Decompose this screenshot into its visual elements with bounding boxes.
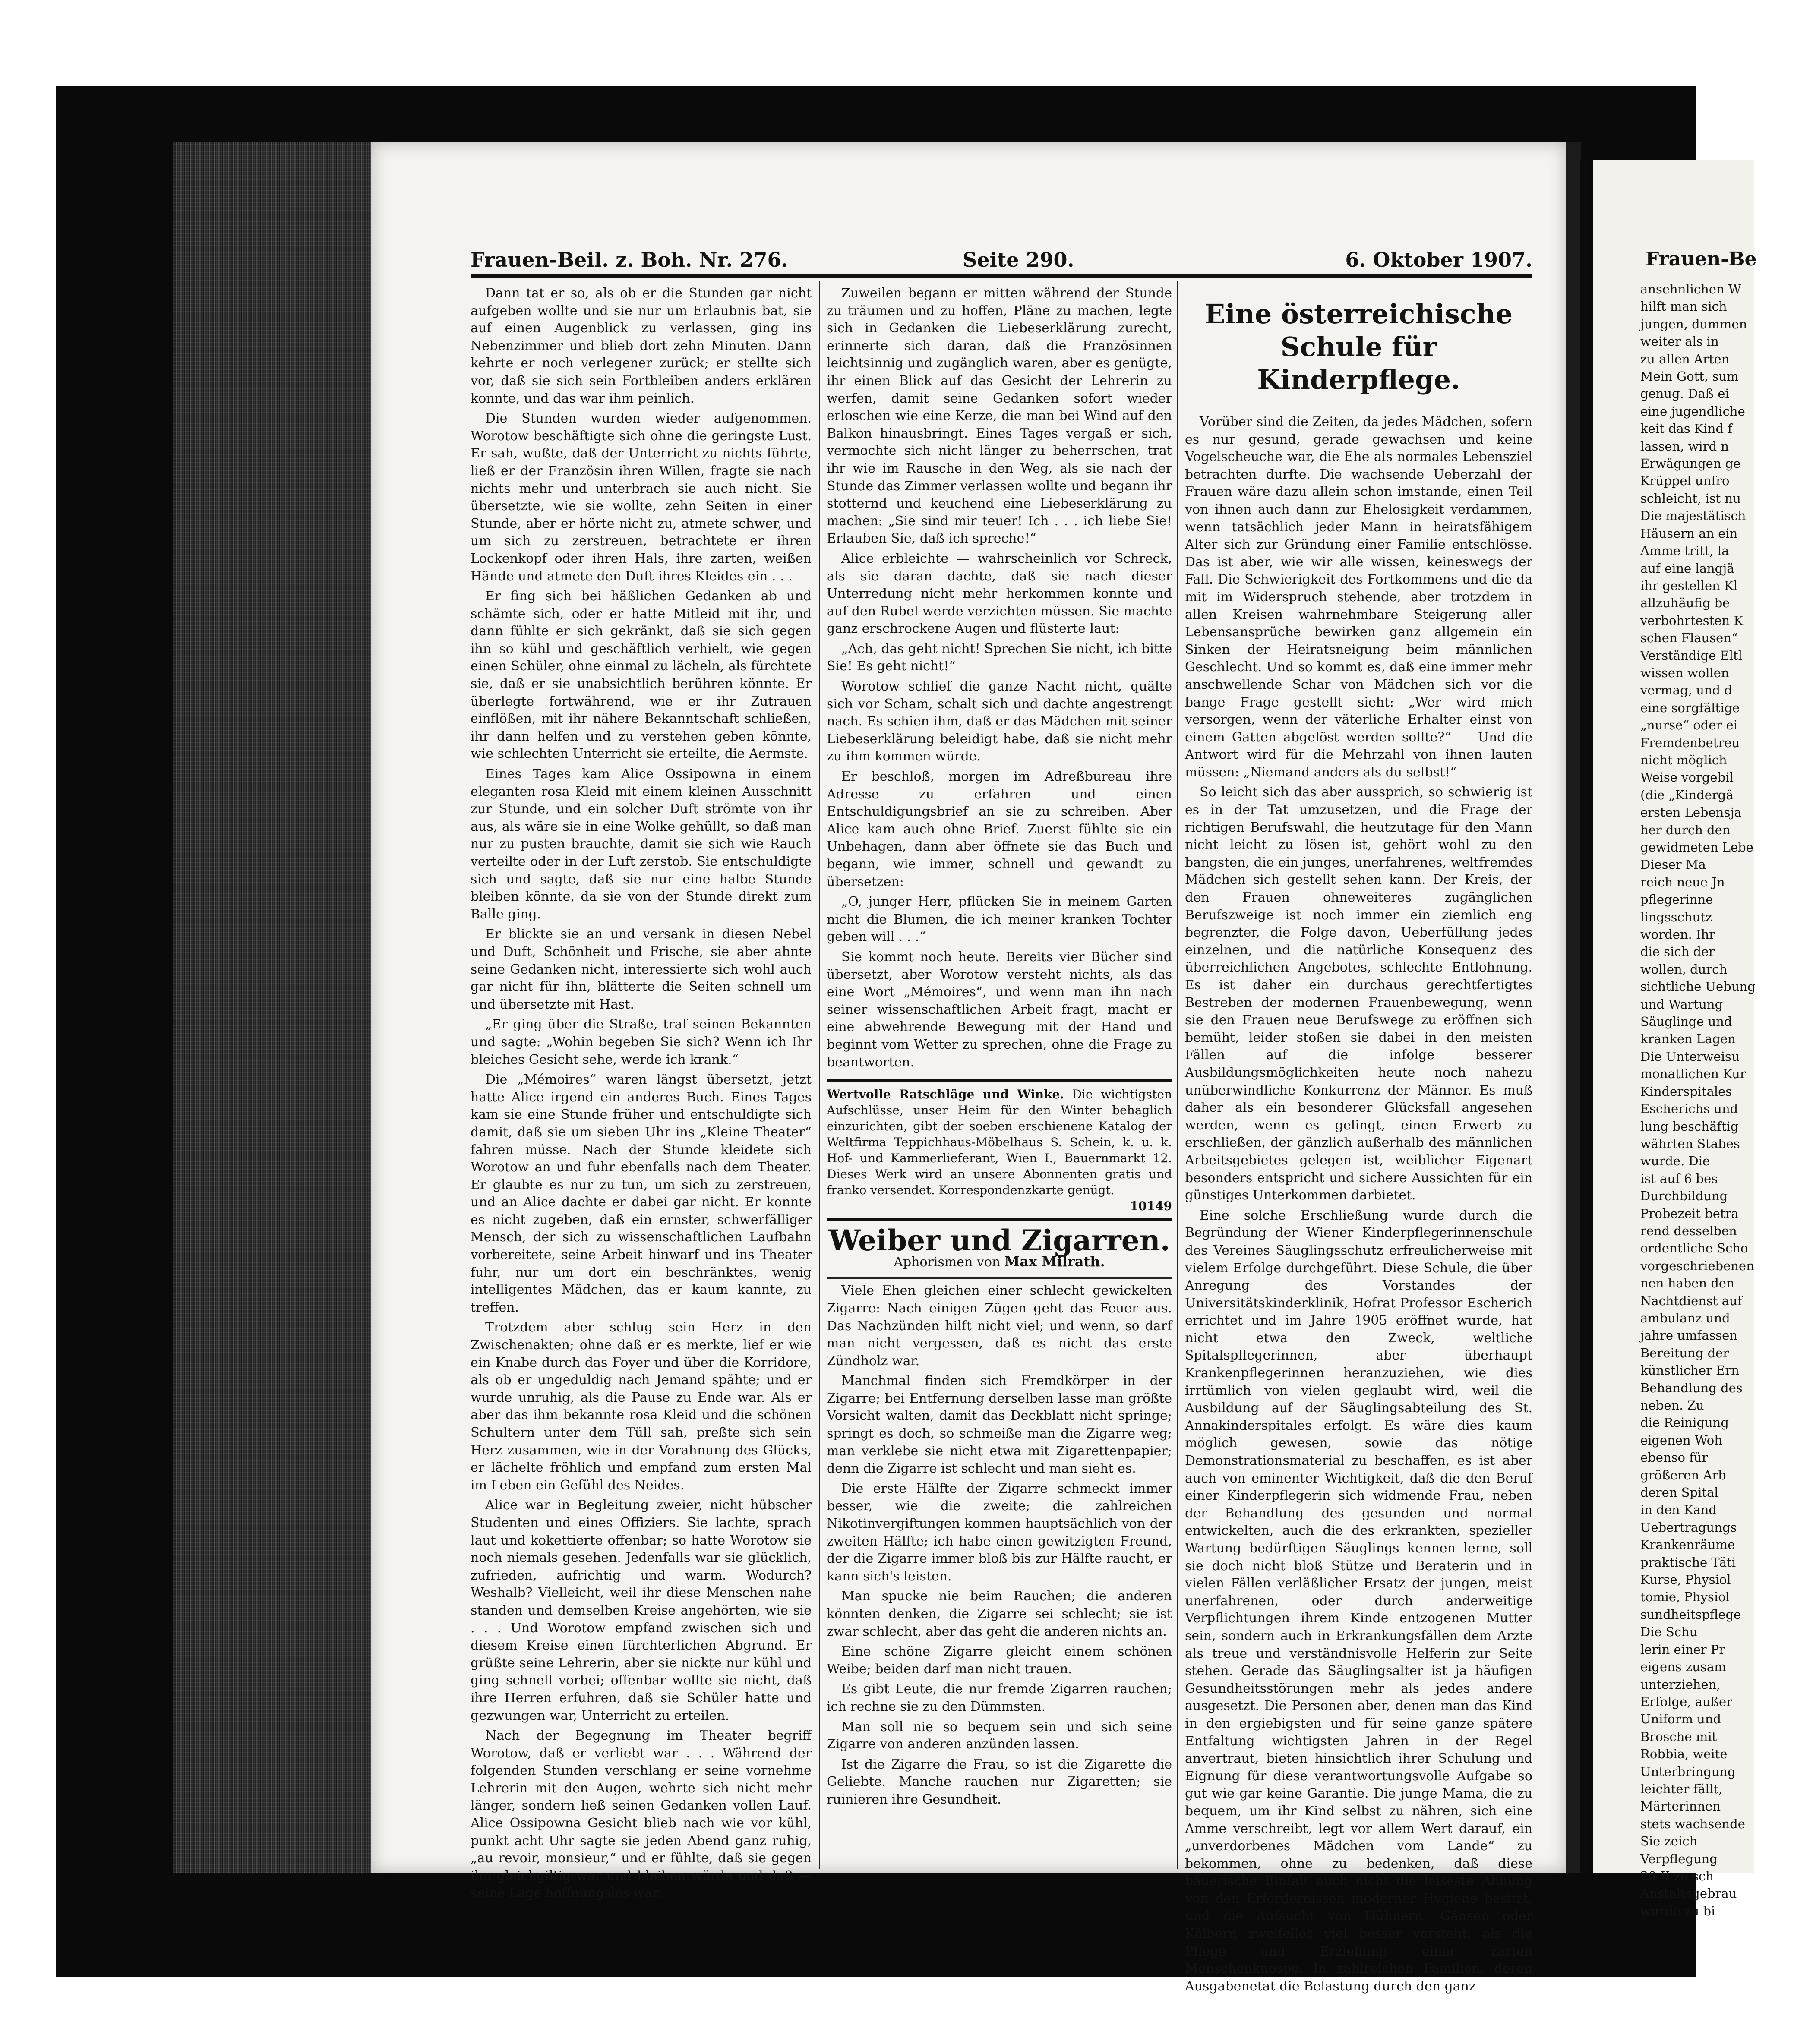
byline-prefix: Aphorismen von — [894, 1254, 1001, 1270]
next-page-line: jungen, dummen — [1640, 316, 1747, 331]
next-page-line: auf eine langjä — [1640, 561, 1734, 576]
next-page-line: Kinderspitales — [1640, 1084, 1732, 1099]
next-page-line: Säuglinge und — [1640, 1014, 1732, 1029]
next-page-line: Die Unterweisu — [1640, 1049, 1740, 1064]
aphorism: Ist die Zigarre die Frau, so ist die Zigarette die Geliebte. Manche rauchen nur Zigaretten; sie ruinieren ihre Gesundheit. — [827, 1757, 1172, 1807]
next-page-line: schen Flausen“ — [1640, 631, 1738, 646]
next-page-line: sichtliche Uebung — [1640, 979, 1756, 994]
next-page-line: Verpflegung — [1640, 1851, 1718, 1866]
advertisement-number: 10149 — [1130, 1199, 1172, 1214]
col3-paragraph: So leicht sich das aber aussprich, so schwierig ist es in der Tat umzusetzen, und die Frage der richtigen Berufswahl, die heutzutage für den Mann nicht leicht zu lösen ist, gehört wohl zu den bangsten, die ein junges, unerfahrenes, weltfremdes Mädchen sich gestellt sehen kann. Der Kreis, der den Frauen ohneweiteres zugänglichen Berufszweige ist noch immer ein ziemlich eng begrenzter, die Folge davon, Ueberfüllung jedes einzelnen, und die natürliche Konsequenz des überreichlichen Angebotes, schlechte Entlohnung. Es ist daher ein durchaus gerechtfertigtes Bestreben der modernen Frauenbewegung, wenn sie den Frauen neue Berufswege zu eröffnen sich bemüht, leider stoßen sie dabei in den meisten Fällen auf die infolge besserer Ausbildungsmöglichkeiten heute noch nahezu unüberwindliche Konkurrenz der Männer. Es muß daher als ein besonderer Glücksfall angesehen werden, wenn es gelingt, einen Erwerb zu erschließen, der gänzlich außerhalb des männlichen Arbeitsgebietes gelegen ist, weiblicher Eigenart besonders entspricht und sichere Aussichten für ein günstiges Unterkommen darbietet. — [1185, 785, 1532, 1203]
next-page-line: (die „Kindergä — [1640, 787, 1734, 802]
next-page-line: eine jugendliche — [1640, 404, 1745, 419]
next-page-line: neben. Zu — [1640, 1398, 1704, 1413]
next-page-line: Krüppel unfro — [1640, 473, 1730, 489]
next-page-line: 20 K zu sch — [1640, 1868, 1714, 1883]
aphorism: Eine schöne Zigarre gleicht einem schönen Weibe; beiden darf man nicht trauen. — [827, 1644, 1172, 1677]
column-3 — [1185, 285, 1532, 1994]
col1-paragraph: Trotzdem aber schlug sein Herz in den Zwischenakten; ohne daß er es merkte, lief er wie ein Knabe durch das Foyer und über die Korridore, als ob er ungeduldig nach Jemand spähte; und er wurde unruhig, als die Pause zu Ende war. Als er aber das ihm bekannte rosa Kleid und die schönen Schultern unter dem Tüll sah, preßte sich sein Herz zusammen, wie in der Vorahnung des Glücks, er lächelte fröhlich und empfand zum ersten Mal im Leben ein Gefühl des Neides. — [471, 1320, 812, 1493]
next-page-line: ansehnlichen W — [1640, 282, 1741, 297]
next-page-line: eigens zusam — [1640, 1659, 1726, 1675]
next-page-line: tomie, Physiol — [1640, 1590, 1730, 1605]
next-page-line: Anstaltsgebrau — [1640, 1886, 1737, 1901]
aphorism: Es gibt Leute, die nur fremde Zigarren rauchen; ich rechne sie zu den Dümmsten. — [827, 1681, 1172, 1714]
next-page-line: lassen, wird n — [1640, 438, 1729, 454]
page-fold-shadow — [1566, 142, 1581, 1873]
next-page-line: zu allen Arten — [1640, 351, 1730, 366]
next-page-line: eigenen Woh — [1640, 1432, 1722, 1448]
next-page-line: die sich der — [1640, 944, 1715, 959]
header-rule — [471, 274, 1532, 278]
article-title: Eine österreichische Schule für Kinderpflege. — [1204, 298, 1513, 395]
next-page-line: eine sorgfältige — [1640, 700, 1740, 715]
aphorism: Die erste Hälfte der Zigarre schmeckt immer besser, wie die zweite; die zahlreichen Nikotinvergiftungen kommen hauptsächlich von der zweiten Hälfte; ich habe einen gewitzigten Freund, der die Zigarre immer bloß bis zur Hälfte raucht, er kann sich's leisten. — [827, 1481, 1172, 1584]
next-page-line: lerin einer Pr — [1640, 1642, 1725, 1657]
col1-paragraph: Dann tat er so, als ob er die Stunden gar nicht aufgeben wollte und sie nur um Erlaubnis bat, sie auf einen Augenblick zu verlassen, ging ins Nebenzimmer und blieb dort zehn Minuten. Dann kehrte er noch verlegener zurück; er stellte sich vor, daß sie sich sein Fortbleiben anders erklären konnte, und das war ihm peinlich. — [471, 286, 812, 406]
next-page-line: praktische Täti — [1640, 1555, 1736, 1570]
next-page-line: nen haben den — [1640, 1276, 1734, 1291]
next-page-line: wurde. Die — [1640, 1154, 1710, 1169]
next-page-text — [1640, 281, 1813, 1920]
next-page-line: Uniform und — [1640, 1712, 1721, 1727]
next-page-line: vermag, und d — [1640, 683, 1732, 698]
next-page-line: Märterinnen — [1640, 1799, 1721, 1814]
advertisement-box — [827, 1079, 1172, 1221]
next-page-line: Uebertragungs — [1640, 1520, 1737, 1535]
col1-paragraph: Alice war in Begleitung zweier, nicht hübscher Studenten und eines Offiziers. Sie lachte, sprach laut und kokettierte offenbar; so hatte Worotow sie noch niemals gesehen. Jedenfalls war sie glücklich, zufrieden, aufrichtig und warm. Wodurch? Weshalb? Vielleicht, weil ihr diese Menschen nahe standen und demselben Kreise angehörten, wie sie . . . Und Worotow empfand zwischen sich und diesem Kreise einen fürchterlichen Abgrund. Er grüßte seine Lehrerin, aber sie nickte nur kühl und ging schnell vorbei; offenbar wollte sie nicht, daß ihre Herren erfuhren, daß sie Schüler hatte und gezwungen war, Unterricht zu erteilen. — [471, 1498, 812, 1723]
next-page-line: Krankenräume — [1640, 1537, 1735, 1552]
col2-paragraph: Er beschloß, morgen im Adreßbureau ihre Adresse zu erfahren und einen Entschuldigungsbrief an sie zu schreiben. Aber Alice kam auch ohne Brief. Zuerst fühlte sie ein Unbehagen, dann aber öffnete sie das Buch und begann, wie immer, schnell und gewandt zu übersetzen: — [827, 769, 1172, 890]
header-page-number: Seite 290. — [963, 248, 1074, 271]
page-header — [471, 248, 1532, 274]
next-page-line: unterziehen, — [1640, 1677, 1721, 1692]
next-page-line: her durch den — [1640, 822, 1731, 837]
byline-divider — [827, 1277, 1172, 1279]
next-page-line: ordentliche Scho — [1640, 1241, 1748, 1256]
next-page-line: Weise vorgebil — [1640, 770, 1734, 785]
article-title: Weiber und Zigarren. — [828, 1224, 1170, 1258]
next-page-line: wissen wollen — [1640, 665, 1729, 680]
header-date: 6. Oktober 1907. — [1345, 248, 1532, 271]
next-page-line: Erfolge, außer — [1640, 1694, 1733, 1709]
next-page-line: Nachtdienst auf — [1640, 1293, 1742, 1308]
next-page-line: worden. Ihr — [1640, 927, 1715, 942]
next-page-line: in den Kand — [1640, 1502, 1717, 1517]
next-page-line: ersten Lebensja — [1640, 805, 1742, 820]
next-page-line: leichter fällt, — [1640, 1781, 1722, 1796]
next-page-line: stets wachsende — [1640, 1816, 1745, 1831]
next-page-line: pflegerinne — [1640, 892, 1713, 907]
next-page-line: genug. Daß ei — [1640, 386, 1729, 401]
next-page-header: Frauen-Be — [1646, 248, 1757, 270]
next-page-line: rend desselben — [1640, 1223, 1737, 1238]
next-page-line: die Reinigung — [1640, 1415, 1729, 1430]
col2-paragraph: „O, junger Herr, pflücken Sie in meinem Garten nicht die Blumen, die ich meiner kranken Tochter geben will . . .“ — [827, 894, 1172, 945]
advertisement-heading: Wertvolle Ratschläge und Winke. — [827, 1087, 1064, 1102]
next-page-line: vorgeschriebenen — [1640, 1258, 1754, 1273]
next-page-line: Mein Gott, sum — [1640, 369, 1739, 384]
col1-paragraph: Eines Tages kam Alice Ossipowna in einem eleganten rosa Kleid mit einem kleinen Ausschnitt zur Stunde, und ein solcher Duft strömte von ihr aus, als wäre sie in eine Wolke gehüllt, so daß man nur zu pusten brauchte, damit sie sich wie Rauch verteilte oder in der Luft zerstob. Sie entschuldigte sich und sagte, daß sie nur eine halbe Stunde bleiben könnte, da sie von der Stunde direkt zum Balle ging. — [471, 766, 812, 922]
next-page-line: Behandlung des — [1640, 1380, 1743, 1395]
col1-paragraph: Die Stunden wurden wieder aufgenommen. Worotow beschäftigte sich ohne die geringste Lust. Er sah, wußte, daß der Unterricht zu nichts führte, ließ er der Französin ihren Willen, fragte sie nach nichts mehr und unterbrach sie auch nicht. Sie übersetzte, wie sie wollte, zehn Seiten in einer Stunde, aber er hörte nicht zu, atmete schwer, und um sich zu zerstreuen, betrachtete er ihren Lockenkopf oder ihren Hals, ihre zarten, weißen Hände und atmete den Duft ihres Kleides ein . . . — [471, 411, 812, 584]
next-page-line: ihr gestellen Kl — [1640, 578, 1738, 593]
next-page-line: Dieser Ma — [1640, 857, 1706, 872]
next-page-line: lingsschutz — [1640, 909, 1712, 924]
col1-paragraph: Die „Mémoires“ waren längst übersetzt, jetzt hatte Alice irgend ein anderes Buch. Eines Tages kam sie eine Stunde früher und entschuldigte sich damit, daß sie um sieben Uhr ins „Kleine Theater“ fahren müsse. Nach der Stunde kleidete sich Worotow an und fuhr ebenfalls nach dem Theater. Er glaubte es nur zu tun, um sich zu zerstreuen, und an Alice dachte er dabei gar nicht. Er konnte es nicht zugeben, daß ein ernster, schwerfälliger Mensch, der sich zu wissenschaftlichen Laufbahn vorbereitete, seine Arbeit hinwarf und ins Theater fuhr, nur um dort ein beschränktes, wenig intelligentes Mädchen, das er kaum kannte, zu treffen. — [471, 1072, 812, 1315]
col2-paragraph: Worotow schlief die ganze Nacht nicht, quälte sich vor Scham, schalt sich und dachte angestrengt nach. Es schien ihm, daß er das Mädchen mit seiner Liebeserklärung beleidigt habe, daß sie nicht mehr zu ihm kommen würde. — [827, 679, 1172, 764]
column-2 — [827, 285, 1172, 1860]
aphorism: Man spucke nie beim Rauchen; die anderen könnten denken, die Zigarre sei schlecht; sie ist zwar schlecht, aber das geht die anderen nichts an. — [827, 1589, 1172, 1639]
next-page-line: allzuhäufig be — [1640, 596, 1730, 611]
col2-paragraph: „Ach, das geht nicht! Sprechen Sie nicht, ich bitte Sie! Es geht nicht!“ — [827, 641, 1172, 674]
next-page-line: größeren Arb — [1640, 1467, 1726, 1483]
next-page-line: Escherichs und — [1640, 1101, 1738, 1117]
aphorism: Manchmal finden sich Fremdkörper in der Zigarre; bei Entfernung derselben lasse man größte Vorsicht walten, damit das Deckblatt nicht springe; springt es doch, so schmeiße man die Zigarre weg; man verklebe sie nicht etwa mit Zigarettenpapier; denn die Zigarre ist schlecht und man sieht es. — [827, 1373, 1172, 1476]
next-page-line: ist auf 6 bes — [1640, 1171, 1718, 1186]
next-page-line: Probezeit betra — [1640, 1206, 1739, 1221]
next-page-line: Bereitung der — [1640, 1345, 1729, 1360]
next-page-line: sundheitspflege — [1640, 1607, 1741, 1622]
header-publication: Frauen-Beil. z. Boh. Nr. 276. — [471, 248, 788, 271]
next-page-line: Die Schu — [1640, 1624, 1698, 1640]
next-page-line: „nurse“ oder ei — [1640, 718, 1738, 733]
next-page-line: hilft man sich — [1640, 299, 1727, 314]
col1-paragraph: Nach der Begegnung im Theater begriff Worotow, daß er verliebt war . . . Während der folgenden Stunden verschlang er seine vornehme Lehrerin mit den Augen, wehrte sich nicht mehr länger, sondern ließ seinen Gedanken vollen Lauf. Alice Ossipowna Gesicht blieb nach wie vor kühl, punkt acht Uhr sagte sie jeden Abend ganz ruhig, „au revoir, monsieur,“ und er fühlte, daß sie gegen ihn gleichgiltig war und bleiben würde und daß — seine Lage hoffnungslos war. — [471, 1728, 812, 1901]
next-page-line: verbohrtesten K — [1640, 613, 1744, 628]
next-page-line: weiter als in — [1640, 334, 1719, 349]
next-page-line: Robbia, weite — [1640, 1747, 1728, 1762]
column-rule-2 — [1177, 281, 1178, 1869]
next-page-line: reich neue Jn — [1640, 874, 1725, 890]
next-page-line: Fremdenbetreu — [1640, 735, 1740, 750]
next-page-rule — [1580, 160, 1590, 1873]
col1-paragraph: Er blickte sie an und versank in diesen Nebel und Duft, Schönheit und Frische, sie aber ahnte seine Gedanken nicht, interessierte sich wohl auch gar nicht für ihn, blätterte die Seiten schnell um und übersetzte mit Hast. — [471, 927, 812, 1012]
col1-paragraph: „Er ging über die Straße, traf seinen Bekannten und sagte: „Wohin begeben Sie sich? Wenn ich Ihr bleiches Gesicht sehe, werde ich krank.“ — [471, 1017, 812, 1067]
aphorism: Man soll nie so bequem sein und sich seine Zigarre von anderen anzünden lassen. — [827, 1719, 1172, 1752]
next-page-line: Häusern an ein — [1640, 526, 1738, 541]
next-page-line: ebenso für — [1640, 1450, 1708, 1465]
col2-paragraph: Sie kommt noch heute. Bereits vier Bücher sind übersetzt, aber Worotow versteht nichts, als das eine Wort „Mémoires“, und wenn man ihn nach seiner wissenschaftlichen Arbeit fragt, macht er eine abwehrende Bewegung mit der Hand und beginnt vom Wetter zu sprechen, ohne die Frage zu beantworten. — [827, 949, 1172, 1070]
next-page-line: nicht möglich — [1640, 752, 1727, 767]
next-page-line: Verständige Eltl — [1640, 648, 1742, 663]
book-page-edges — [173, 142, 374, 1873]
col1-paragraph: Er fing sich bei häßlichen Gedanken ab und schämte sich, oder er hatte Mitleid mit ihr, und dann fühlte er sich gekränkt, daß sie sich gegen ihn so kühl und geschäftlich verhielt, wie gegen einen Schüler, ohne einmal zu lächeln, als fürchtete sie, daß er sie unabsichtlich berühren könnte. Er überlegte fortwährend, wie er ihr Zutrauen einflößen, mit ihr nähere Bekanntschaft schließen, ihr dann helfen und zu verstehen geben könnte, wie schlechten Unterricht sie erteilte, die Aermste. — [471, 589, 812, 762]
next-page-line: gewidmeten Lebe — [1640, 840, 1753, 855]
next-page-line: und Wartung — [1640, 997, 1723, 1012]
next-page-line: lung beschäftig — [1640, 1119, 1739, 1134]
next-page-line: Sie zeich — [1640, 1834, 1698, 1849]
next-page-line: kranken Lagen — [1640, 1031, 1736, 1047]
next-page-line: Durchbildung — [1640, 1189, 1728, 1204]
next-page-line: schleicht, ist nu — [1640, 491, 1741, 506]
next-page-line: keit das Kind f — [1640, 421, 1732, 436]
column-rule-1 — [819, 281, 820, 1869]
col2-paragraph: Zuweilen begann er mitten während der Stunde zu träumen und zu hoffen, Pläne zu machen, legte sich in Gedanken die Liebeserklärung zurecht, erinnerte sich daran, daß die Französinnen leichtsinnig und zugänglich waren, aber es genügte, ihr einen Blick auf das Gesicht der Lehrerin zu werfen, damit seine Gedanken sofort wieder erloschen wie eine Kerze, die man bei Wind auf den Balkon hinausbringt. Eines Tages vergaß er sich, vermochte sich nicht länger zu beherrschen, trat ihr wie im Rausche in den Weg, als sie nach der Stunde das Zimmer verlassen wollte und begann ihr stotternd und keuchend eine Liebeserklärung zu machen: „Sie sind mir teuer! Ich . . . ich liebe Sie! Erlauben Sie, daß ich spreche!“ — [827, 286, 1172, 546]
column-1 — [471, 285, 812, 1901]
next-page-line: Erwägungen ge — [1640, 456, 1741, 471]
next-page-line: künstlicher Ern — [1640, 1363, 1739, 1378]
next-page-line: wollen, durch — [1640, 962, 1728, 977]
aphorism: Viele Ehen gleichen einer schlecht gewickelten Zigarre: Nach einigen Zügen geht das Feuer aus. Das Nachzünden hilft nicht viel; und wenn, so darf man nicht vergessen, daß es nicht das erste Zündholz war. — [827, 1283, 1172, 1369]
next-page-line: Kurse, Physiol — [1640, 1572, 1731, 1587]
next-page-line: jahre umfassen — [1640, 1328, 1738, 1343]
next-page-line: währten Stabes — [1640, 1136, 1740, 1151]
next-page-line: Die majestätisch — [1640, 508, 1746, 524]
next-page-line: Brosche mit — [1640, 1729, 1717, 1744]
col2-paragraph: Alice erbleichte — wahrscheinlich vor Schreck, als sie daran dachte, daß sie nach dieser Unterredung nicht mehr herkommen konnte und auf den Rubel werde verzichten müssen. Sie machte ganz erschrockene Augen und flüsterte laut: — [827, 551, 1172, 637]
col3-paragraph: Vorüber sind die Zeiten, da jedes Mädchen, sofern es nur gesund, gerade gewachsen und keine Vogelscheuche war, die Ehe als normales Lebensziel betrachten durfte. Die wachsende Ueberzahl der Frauen wäre dazu allein schon imstande, einen Teil von ihnen auch dann zur Ehelosigkeit verdammen, wenn tatsächlich jeder Mann in heiratsfähigem Alter sich zur Gründung einer Familie entschlösse. Das ist aber, wie wir alle wissen, keineswegs der Fall. Die Schwierigkeit des Fortkommens und die da mit im Widerspruch stehende, aber trotzdem in allen Kreisen wahrnehmbare Steigerung aller Lebensansprüche bewirken ganz allgemein ein Sinken der Heiratsneigung beim männlichen Geschlecht. Und so kommt es, daß eine immer mehr anschwellende Schar von Mädchen sich vor die bange Frage gestellt sieht: „Wer wird mich versorgen, wenn der väterliche Erhalter einst von einem Gatten abgelöst werden sollte?“ — Und die Antwort wird für die Mehrzahl von ihnen lauten müssen: „Niemand anders als du selbst!“ — [1185, 414, 1532, 780]
advertisement-text: Die wichtigsten Aufschlüsse, unser Heim für den Winter behaglich einzurichten, gibt der soeben erschienene Katalog der Weltfirma Teppichhaus-Möbelhaus S. Schein, k. u. k. Hof- und Kammerlieferant, Wien I., Bauernmarkt 12. Dieses Werk wird an unsere Abonnenten gratis und franko versendet. Korrespondenzkarte genügt. — [827, 1087, 1172, 1198]
next-page-line: deren Spital — [1640, 1485, 1718, 1500]
byline-author: Max Milrath. — [1004, 1253, 1105, 1270]
next-page-line: monatlichen Kur — [1640, 1066, 1746, 1082]
next-page-line: wurde zu bi — [1640, 1903, 1715, 1918]
next-page-line: Unterbringung — [1640, 1764, 1736, 1779]
col3-paragraph: Eine solche Erschließung wurde durch die Begründung der Wiener Kinderpflegerinnenschule des Vereines Säuglingsschutz erfreulicherweise mit vielem Erfolge durchgeführt. Diese Schule, die über Anregung des Vorstandes der Universitätskinderklinik, Hofrat Professor Escherich errichtet und im Jahre 1905 eröffnet wurde, hat nicht etwa den Zweck, weltliche Spitalspflegerinnen, aber überhaupt Krankenpflegerinnen heranzuziehen, wie dies irrtümlich von vielen geglaubt wird, weil die Ausbildung auf der Säuglingsabteilung des St. Annakinderspitales erfolgt. Es wäre dies kaum möglich gewesen, sowie das nötige Demonstrationsmaterial zu beschaffen, es ist aber auch von eminenter Wichtigkeit, daß die den Beruf einer Kinderpflegerin sich widmende Frau, neben der Behandlung des gesunden und normal entwickelten, auch die des erkrankten, spezieller Wartung bedürftigen Säuglings kennen lerne, soll sie doch nicht bloß Stütze und Beraterin und in vielen Fällen verläßlicher Ersatz der jungen, meist unerfahrenen, oder durch anderweitige Verpflichtungen ihrem Kinde entzogenen Mutter sein, sondern auch in Erkrankungsfällen dem Arzte als treue und verständnisvolle Helferin zur Seite stehen. Gerade das Säuglingsalter ist ja häufigen Gesundheitsstörungen mehr als jedes andere ausgesetzt. Die Personen aber, denen man das Kind in den ergiebigsten und für seine ganze spätere Entfaltung wichtigsten Jahren in der Regel anvertraut, bieten hinsichtlich ihrer Schulung und Eignung für diese verantwortungsvolle Aufgabe so gut wie gar keine Garantie. Die junge Mama, die zu bequem, um ihr Kind selbst zu nähren, sich eine Amme verschreibt, legt vor allem Wert darauf, ein „unverdorbenes Mädchen vom Lande“ zu bekommen, ohne zu bedenken, daß diese bäuerische Einfalt auch nicht die leiseste Ahnung von den Erfordernissen moderner Hygiene besitzt, und die Aufsucht von Hühnern, Gänsen oder Kälbern zweifellos viel besser versteht, als die Pflege und Erziehung einer zarten Menschenknospe. In zahlreichen Familien, deren Ausgabenetat die Belastung durch den ganz — [1185, 1208, 1532, 1994]
next-page-line: Amme tritt, la — [1640, 543, 1729, 558]
next-page-line: ambulanz und — [1640, 1310, 1730, 1325]
